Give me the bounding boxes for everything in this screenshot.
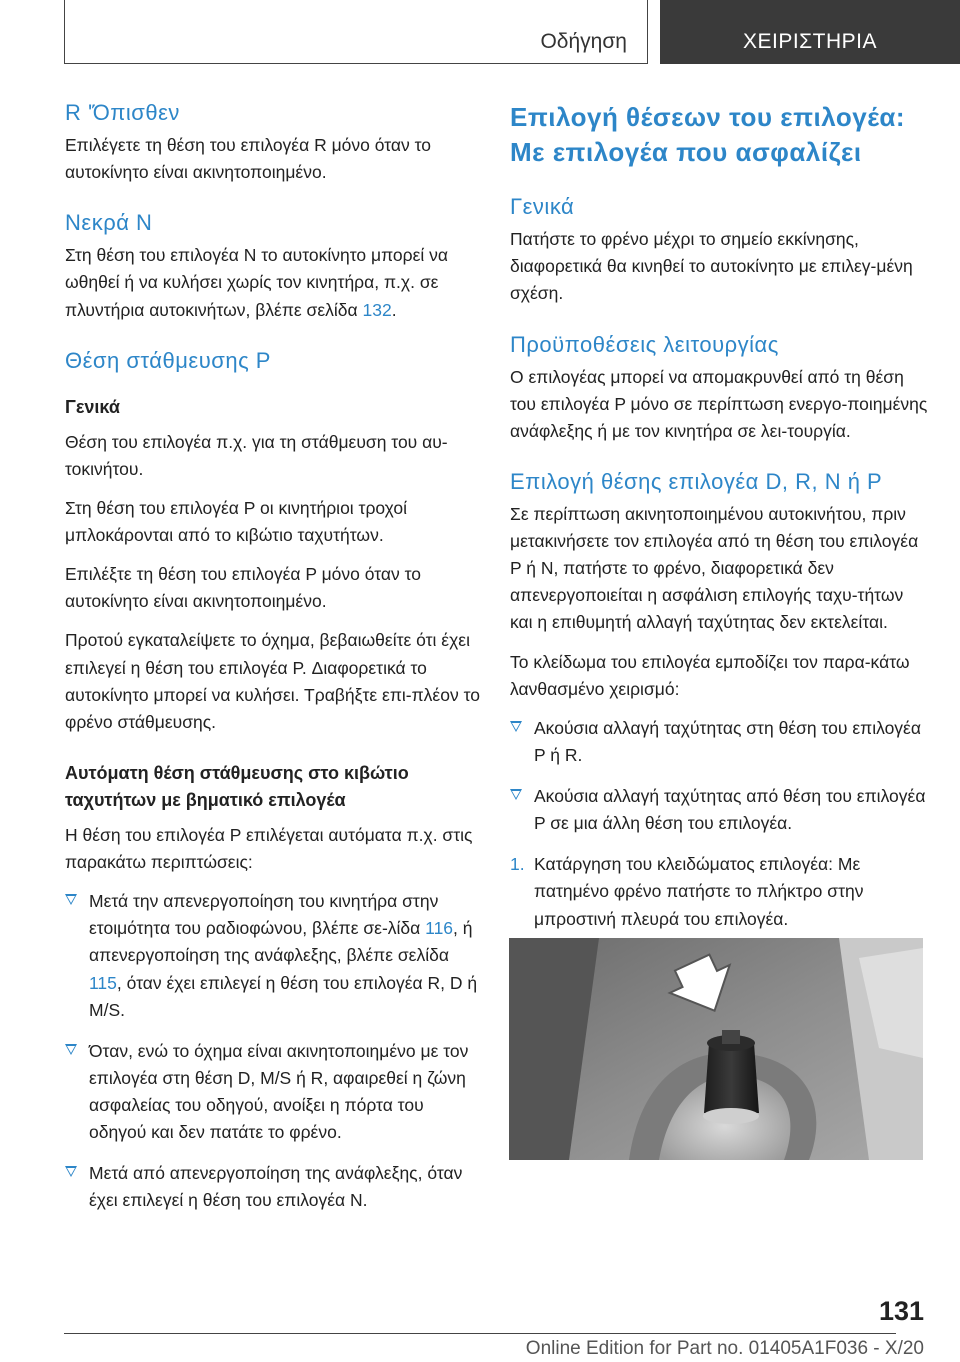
header-chapter-label: ΧΕΙΡΙΣΤΗΡΙΑ [742, 30, 877, 53]
neutral-section [65, 210, 485, 323]
header-section-label: Οδήγηση [540, 30, 627, 53]
step-text: Κατάργηση του κλειδώματος επιλογέα: Με πατημένο φρένο πατήστε το πλήκτρο στην μπροστινή πλευρά του επιλογέα. [534, 854, 864, 929]
prerequisites-section [510, 332, 930, 445]
main-title: Επιλογή θέσεων του επιλογέα: Με επιλογέα που ασφαλίζει [510, 102, 906, 168]
header-section-tab [64, 0, 648, 64]
select-list [510, 715, 930, 838]
triangle-bullet-icon [65, 1044, 77, 1055]
footer-divider [64, 1333, 896, 1334]
list-item: Ακούσια αλλαγή ταχύτητας από θέση του επιλογέα P σε μια άλλη θέση του επιλογέα. [510, 783, 930, 837]
auto-park-intro: Η θέση του επιλογέα P επιλέγεται αυτόματα π.χ. στις παρακάτω περιπτώσεις: [65, 824, 473, 872]
auto-park-heading: Αυτόματη θέση στάθμευσης στο κιβώτιο ταχυτήτων με βηματικό επιλογέα [65, 762, 409, 810]
select-paragraph-2: Το κλείδωμα του επιλογέα εμποδίζει τον παρα-κάτω λανθασμένο χειρισμό: [510, 651, 910, 699]
general-text: Πατήστε το φρένο μέχρι το σημείο εκκίνησης, διαφορετικά θα κινηθεί το αυτοκίνητο με επιλεγ-μένη σχέση. [510, 229, 913, 304]
page-link-132[interactable]: 132 [362, 299, 392, 320]
select-paragraph-1: Σε περίπτωση ακινητοποιημένου αυτοκινήτου, πριν μετακινήσετε τον επιλογέα από τη θέση του επιλογέα P ή N, πατήστε το φρένο, διαφορετικά δεν απενεργοποιείται η ασφάλιση επιλογής ταχυ-τήτων και η επιθυμητή αλλαγή ταχύτητας δεν εκτελείται. [510, 503, 919, 633]
park-paragraph-2: Στη θέση του επιλογέα P οι κινητήριοι τροχοί μπλοκάρονται από το κιβώτιο ταχυτήτων. [65, 497, 408, 545]
auto-park-section [65, 760, 485, 1215]
reverse-title: R 'Όπισθεν [65, 100, 180, 125]
triangle-bullet-icon [65, 1166, 77, 1177]
neutral-text: Στη θέση του επιλογέα N το αυτοκίνητο μπορεί να ωθηθεί ή να κυλήσει χωρίς τον κινητήρα, π.χ. σε πλυντήρια αυτοκινήτων, βλέπε σελίδα 132. [65, 245, 449, 320]
page-link-115[interactable]: 115 [89, 972, 117, 993]
park-title: Θέση στάθμευσης P [65, 347, 271, 373]
neutral-title: Νεκρά N [65, 210, 153, 236]
park-paragraph-4: Προτού εγκαταλείψετε το όχημα, βεβαιωθείτε ότι έχει επιλεγεί η θέση του επιλογέα P. Διαφορετικά το αυτοκίνητο μπορεί να κυλήσει. Τραβήξτε επι-πλέον το φρένο στάθμευσης. [65, 630, 480, 732]
select-position-section [510, 469, 930, 933]
page-number: 131 [878, 1296, 924, 1326]
prerequisites-title: Προϋποθέσεις λειτουργίας [510, 331, 779, 357]
general-section [510, 194, 930, 307]
list-item: Μετά την απενεργοποίηση του κινητήρα στην ετοιμότητα του ραδιοφώνου, βλέπε σε-λίδα 116, ή απενεργοποίηση της ανάφλεξης, βλέπε σελίδα 115, όταν έχει επιλεγεί η θέση του επιλογέα R, D ή M/S. [65, 888, 485, 1024]
page-link-116[interactable]: 116 [425, 918, 454, 939]
reverse-section [65, 100, 485, 186]
triangle-bullet-icon [510, 789, 522, 800]
triangle-bullet-icon [510, 721, 522, 732]
park-section [65, 348, 485, 736]
list-item: Όταν, ενώ το όχημα είναι ακινητοποιημένο με τον επιλογέα στη θέση D, M/S ή R, αφαιρεθεί η ζώνη ασφαλείας του οδηγού, ανοίξει η πόρτα του οδηγού και δεν πατάτε το φρένο. [65, 1038, 485, 1147]
prerequisites-text: Ο επιλογέας μπορεί να απομακρυνθεί από τη θέση του επιλογέα P μόνο σε περίπτωση ενεργο-ποιημένης ανάφλεξης ή με τον κινητήρα σε λει-τουργία. [510, 366, 928, 441]
select-position-title: Επιλογή θέσης επιλογέα D, R, N ή P [510, 468, 883, 494]
park-paragraph-1: Θέση του επιλογέα π.χ. για τη στάθμευση του αυ-τοκινήτου. [65, 431, 448, 479]
general-title: Γενικά [510, 194, 575, 220]
reverse-text: Επιλέγετε τη θέση του επιλογέα R μόνο όταν το αυτοκίνητο είναι ακινητοποιημένο. [65, 135, 432, 183]
triangle-bullet-icon [65, 894, 77, 905]
left-column [65, 100, 485, 1229]
step-item [510, 851, 930, 932]
steps-list [510, 851, 930, 932]
auto-park-list [65, 888, 485, 1214]
header-chapter-tab [660, 0, 960, 64]
right-column [510, 100, 930, 933]
gear-selector-photo [509, 938, 923, 1160]
park-general-heading: Γενικά [65, 396, 120, 417]
footer-edition: Online Edition for Part no. 01405A1F036 - X/20 [525, 1338, 924, 1359]
step-number: 1. [510, 854, 525, 875]
list-item: Ακούσια αλλαγή ταχύτητας στη θέση του επιλογέα P ή R. [510, 715, 930, 769]
list-item: Μετά από απενεργοποίηση της ανάφλεξης, όταν έχει επιλεγεί η θέση του επιλογέα N. [65, 1160, 485, 1214]
park-paragraph-3: Επιλέξτε τη θέση του επιλογέα P μόνο όταν το αυτοκίνητο είναι ακινητοποιημένο. [65, 564, 422, 612]
